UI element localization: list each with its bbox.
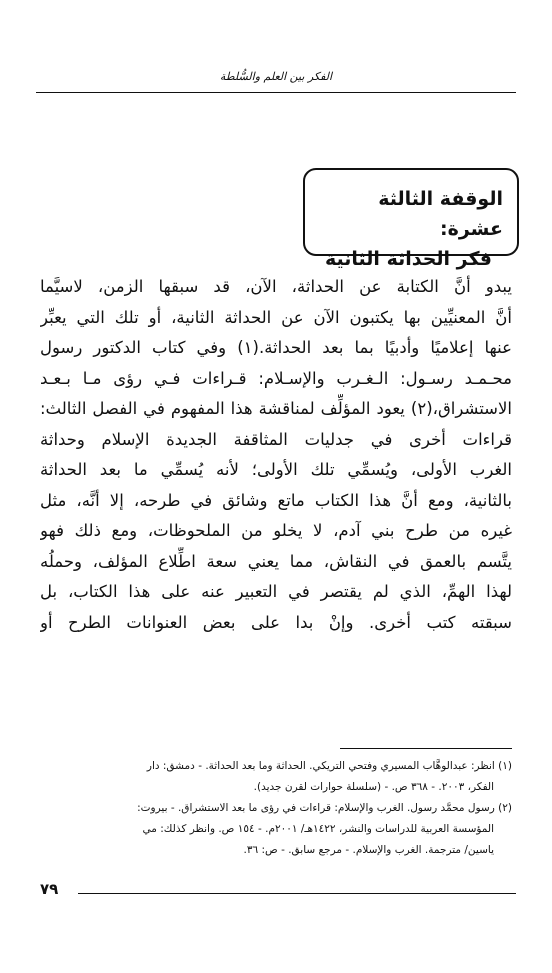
footer-divider <box>78 893 516 894</box>
body-line: عنها إعلاميًا وأدبيًا بما بعد الحداثة.(١) وفي كتاب الدكتور رسول <box>40 338 512 357</box>
body-line: الاستشراق،(٢) يعود المؤلِّف لمناقشة هذا المفهوم في الفصل الثالث: <box>40 399 512 418</box>
footnote-1-line-2: الفكر، ٢٠٠٣. - ٣٦٨ ص. - (سلسلة حوارات لقرن جديد). <box>253 781 494 793</box>
footnote-1-line-1: (١) انظر: عبدالوهَّاب المسيري وفتحي التريكي. الحداثة وما بعد الحداثة. - دمشق: دار <box>146 760 512 772</box>
footnotes <box>36 756 512 861</box>
body-line: الغرب الأولى، ويُسمِّي تلك الأولى؛ لأنه يُسمِّي ما بعد الحداثة <box>40 460 512 479</box>
body-line: لهذا الهمِّ، الذي لم يقتصر في التعبير عنه على هذا الكتاب، بل <box>40 582 512 601</box>
body-line: سبقته كتب أخرى. وإنْ بدا على بعض العنوانات الطرح أو <box>40 612 512 632</box>
body-line: يبدو أنَّ الكتابة عن الحداثة، الآن، قد سبقها الزمن، لاسيَّما <box>40 277 512 296</box>
section-heading-line-1: الوقفة الثالثة عشرة: <box>378 188 503 240</box>
body-line: غيره من طرح بني آدم، لا يخلو من الملحوظات، ومع ذلك فهو <box>40 521 512 540</box>
body-line: بالثانية، ومع أنَّ هذا الكتاب ماتع وشائق في طرحه، إلا أنَّه، مثل <box>40 490 512 510</box>
running-header: الفكر بين العلم والسُّلطة <box>219 70 333 83</box>
section-heading-line-2: فكر الحداثة الثانية <box>325 248 492 270</box>
body-line: قراءات أخرى في جدليات المثاقفة الجديدة الإسلام وحداثة <box>40 429 512 449</box>
section-heading-box <box>303 168 519 270</box>
body-line: محـمـد رسـول: الـغـرب والإسـلام: قـراءات فـي رؤى مـا بـعـد <box>40 368 512 388</box>
footnote-divider <box>340 748 512 749</box>
footnote-2-line-3: ياسين/ مترجمة. الغرب والإسلام. - مرجع سابق. - ص: ٣٦. <box>243 844 494 856</box>
body-line: أنَّ المعنيِّين بها يكتبون الآن عن الحداثة الثانية، أو تلك التي يعبِّر <box>40 307 512 327</box>
footnote-2-line-1: (٢) رسول محمَّد رسول. الغرب والإسلام: قراءات في رؤى ما بعد الاستشراق. - بيروت: <box>137 802 512 814</box>
body-paragraph <box>40 272 512 638</box>
body-line: يتَّسم بالعمق في النقاش، مما يعني سعة اطِّلاع المؤلف، وحملُه <box>40 551 512 571</box>
footnote-2-line-2: المؤسسة العربية للدراسات والنشر، ١٤٢٢هـ/ ٢٠٠١م. - ١٥٤ ص. وانظر كذلك: مي <box>142 823 494 835</box>
header-divider <box>36 92 516 93</box>
page-number: ٧٩ <box>40 880 59 898</box>
